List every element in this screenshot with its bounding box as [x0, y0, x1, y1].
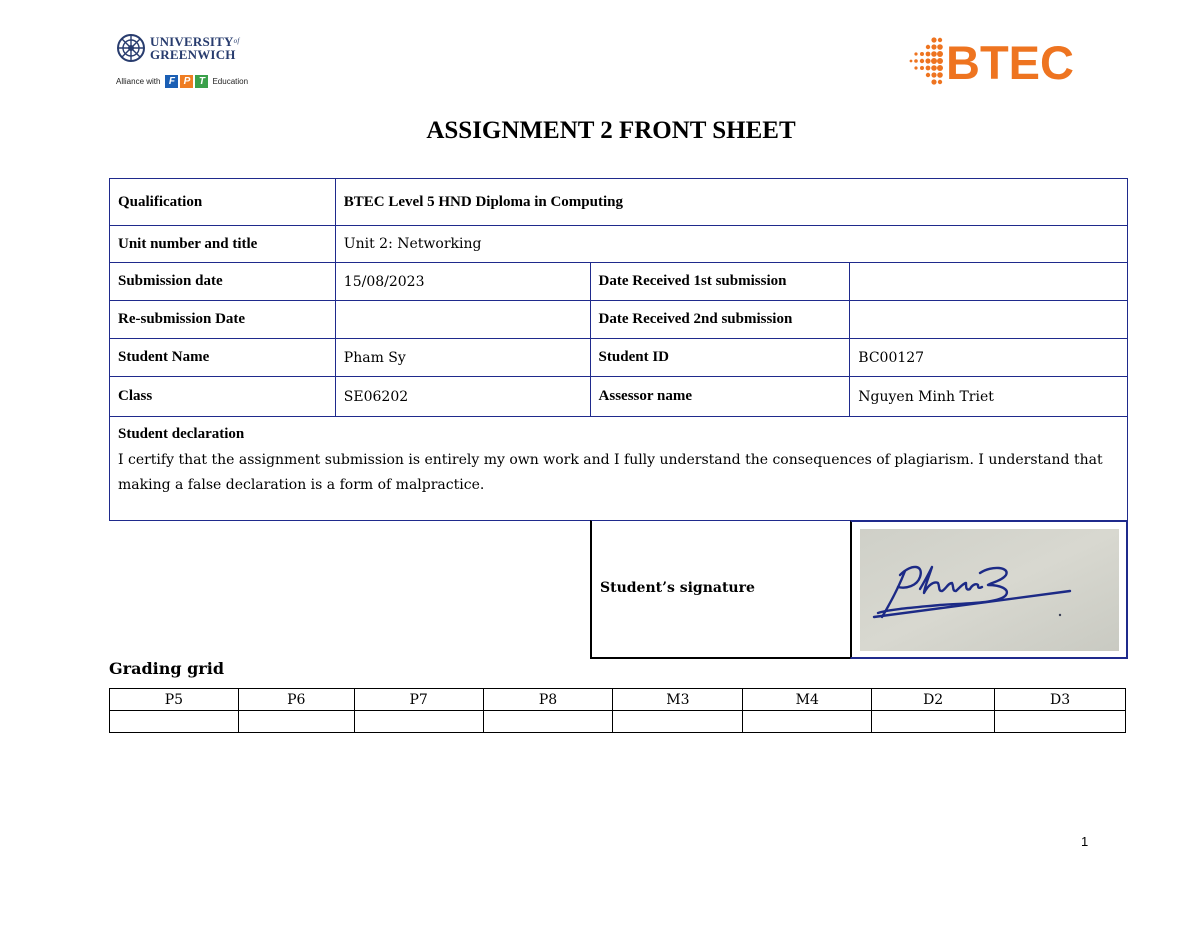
grading-value-row: [110, 711, 1126, 733]
submission-date-value: 15/08/2023: [335, 263, 590, 301]
grade-header-m4: M4: [743, 689, 872, 711]
grading-grid-title: Grading grid: [109, 659, 224, 678]
grade-header-p6: P6: [238, 689, 354, 711]
grade-value-p7: [354, 711, 483, 733]
page-title: ASSIGNMENT 2 FRONT SHEET: [426, 117, 796, 144]
grade-header-p7: P7: [354, 689, 483, 711]
grade-value-d3: [995, 711, 1126, 733]
class-label: Class: [110, 377, 336, 417]
class-value: SE06202: [335, 377, 590, 417]
qualification-row: [110, 179, 1128, 226]
date-received-2-label: Date Received 2nd submission: [590, 301, 850, 339]
student-name-value: Pham Sy: [335, 339, 590, 377]
qualification-value: BTEC Level 5 HND Diploma in Computing: [335, 179, 1127, 226]
grade-header-m3: M3: [613, 689, 743, 711]
grade-value-m3: [613, 711, 743, 733]
grading-header-row: [110, 689, 1126, 711]
date-received-2-value: [850, 301, 1128, 339]
date-received-1-value: [850, 263, 1128, 301]
grading-grid-table: [109, 688, 1126, 733]
unit-value: Unit 2: Networking: [335, 226, 1127, 263]
grade-value-d2: [872, 711, 995, 733]
student-row: [110, 339, 1128, 377]
signature-label-cell: [590, 520, 852, 659]
fpt-p-tile: P: [180, 75, 193, 88]
class-row: [110, 377, 1128, 417]
grade-value-m4: [743, 711, 872, 733]
signature-label: Student’s signature: [600, 580, 755, 596]
declaration-heading: Student declaration: [118, 426, 245, 442]
page-number: 1: [1081, 834, 1089, 849]
declaration-line-1: I certify that the assignment submission is entirely my own work and I fully understand the consequences of plagiarism. I understand that: [118, 452, 1103, 468]
resubmission-row: [110, 301, 1128, 339]
date-received-1-label: Date Received 1st submission: [590, 263, 850, 301]
btec-dots-icon: [908, 36, 944, 88]
student-name-label: Student Name: [110, 339, 336, 377]
front-sheet-table: [109, 178, 1128, 521]
student-id-label: Student ID: [590, 339, 850, 377]
grade-value-p8: [483, 711, 613, 733]
resubmission-date-label: Re-submission Date: [110, 301, 336, 339]
assessor-value: Nguyen Minh Triet: [850, 377, 1128, 417]
btec-logo: [908, 33, 1092, 91]
student-id-value: BC00127: [850, 339, 1128, 377]
assessor-label: Assessor name: [590, 377, 850, 417]
grade-header-p5: P5: [110, 689, 239, 711]
submission-date-label: Submission date: [110, 263, 336, 301]
submission-row: [110, 263, 1128, 301]
grade-header-d2: D2: [872, 689, 995, 711]
declaration-line-2: making a false declaration is a form of malpractice.: [118, 477, 485, 493]
university-seal-icon: [116, 33, 146, 63]
fpt-alliance: [116, 75, 256, 88]
resubmission-date-value: [335, 301, 590, 339]
uog-line2: GREENWICH: [150, 47, 236, 62]
unit-row: [110, 226, 1128, 263]
unit-label: Unit number and title: [110, 226, 336, 263]
uog-of: of: [233, 37, 240, 45]
grade-value-p5: [110, 711, 239, 733]
qualification-label: Qualification: [110, 179, 336, 226]
alliance-with-text: Alliance with: [116, 77, 161, 86]
declaration-cell: [110, 417, 1128, 521]
fpt-t-tile: T: [195, 75, 208, 88]
grade-header-d3: D3: [995, 689, 1126, 711]
grade-value-p6: [238, 711, 354, 733]
btec-wordmark: BTEC: [946, 35, 1074, 89]
declaration-text: [118, 448, 1119, 498]
fpt-f-tile: F: [165, 75, 178, 88]
signature-cell: [850, 520, 1128, 659]
education-text: Education: [212, 77, 249, 86]
university-of-greenwich-logo: [116, 33, 256, 95]
uog-line1: UNIVERSITY: [150, 34, 234, 49]
handwritten-signature-image: [860, 529, 1119, 651]
declaration-row: [110, 417, 1128, 521]
grade-header-p8: P8: [483, 689, 613, 711]
